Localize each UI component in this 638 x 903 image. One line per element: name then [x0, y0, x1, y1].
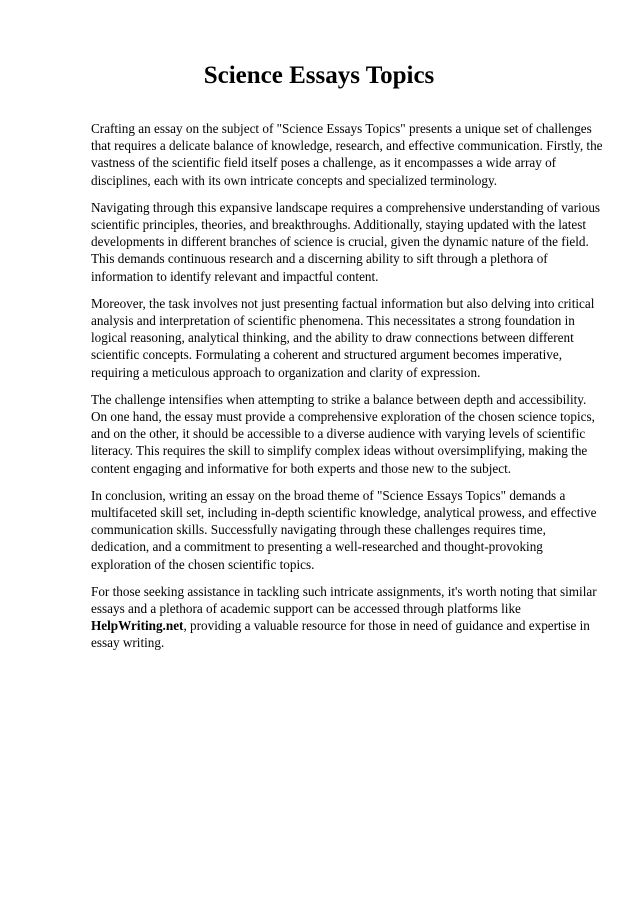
paragraph-2: Navigating through this expansive landscape requires a comprehensive understanding of various scientific principles, theories, and breakthroughs. Additionally, staying updated with the latest developments in different branches of science is crucial, given the dynamic nature of the field. This demands continuous research and a discerning ability to sift through a plethora of information to identify relevant and impactful content.: [91, 199, 601, 284]
document-body: [91, 120, 603, 662]
closing-text-before: For those seeking assistance in tackling such intricate assignments, it's worth noting that similar essays and a plethora of academic support can be accessed through platforms like: [91, 583, 597, 617]
document-title: Science Essays Topics: [203, 62, 435, 89]
paragraph-4: The challenge intensifies when attempting to strike a balance between depth and accessibility. On one hand, the essay must provide a comprehensive exploration of the chosen science topics, and on the other, it should be accessible to a diverse audience with varying levels of scientific literacy. This requires the skill to simplify complex ideas without oversimplifying, making the content engaging and informative for both experts and those new to the subject.: [91, 391, 595, 476]
helpwriting-link[interactable]: HelpWriting.net: [91, 618, 184, 634]
paragraph-5: In conclusion, writing an essay on the broad theme of "Science Essays Topics" demands a multifaceted skill set, including in-depth scientific knowledge, analytical prowess, and effective communication skills. Successfully navigating through these challenges requires time, dedication, and a commitment to presenting a well-researched and thought-provoking exploration of the chosen scientific topics.: [91, 487, 597, 572]
closing-text-after: , providing a valuable resource for those in need of guidance and expertise in essay writing.: [91, 618, 590, 651]
paragraph-3: Moreover, the task involves not just presenting factual information but also delving into critical analysis and interpretation of scientific phenomena. This necessitates a strong foundation in logical reasoning, analytical thinking, and the ability to draw connections between different scientific concepts. Formulating a coherent and structured argument becomes imperative, requiring a meticulous approach to organization and clarity of expression.: [91, 295, 595, 380]
paragraph-1: Crafting an essay on the subject of "Science Essays Topics" presents a unique set of challenges that requires a delicate balance of knowledge, research, and effective communication. Firstly, the vastness of the scientific field itself poses a challenge, as it encompasses a wide array of disciplines, each with its own intricate concepts and specialized terminology.: [91, 121, 603, 188]
closing-paragraph: [91, 583, 603, 652]
